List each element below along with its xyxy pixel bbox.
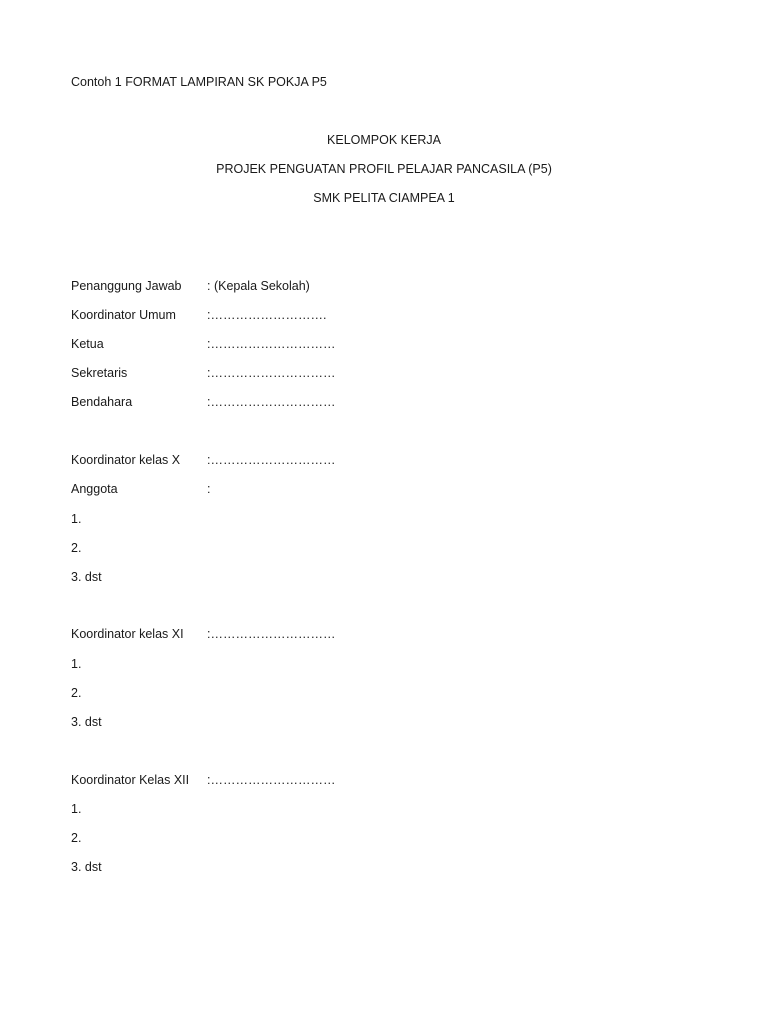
list-item: 1. xyxy=(71,512,82,526)
list-item: 2. xyxy=(71,541,82,555)
row-label: Koordinator kelas X xyxy=(71,453,181,467)
list-item: 3. dst xyxy=(71,860,102,874)
title-line-2: PROJEK PENGUATAN PROFIL PELAJAR PANCASILA (P5) xyxy=(216,162,552,176)
row-value: :………………………. xyxy=(207,308,327,322)
row-label: Koordinator Umum xyxy=(71,308,176,322)
list-item: 3. dst xyxy=(71,715,102,729)
title-line-1: KELOMPOK KERJA xyxy=(327,133,441,147)
document-heading: Contoh 1 FORMAT LAMPIRAN SK POKJA P5 xyxy=(71,75,327,89)
row-label: Bendahara xyxy=(71,395,133,409)
list-item: 2. xyxy=(71,686,82,700)
row-value: :………………………… xyxy=(207,773,336,787)
row-value: :………………………… xyxy=(207,627,336,641)
row-label: Anggota xyxy=(71,482,118,496)
list-item: 3. dst xyxy=(71,570,102,584)
row-label: Sekretaris xyxy=(71,366,128,380)
row-value: : (Kepala Sekolah) xyxy=(207,279,310,293)
row-label: Koordinator kelas XI xyxy=(71,627,184,641)
row-label: Ketua xyxy=(71,337,104,351)
row-label: Koordinator Kelas XII xyxy=(71,773,190,787)
row-value: : xyxy=(207,482,211,496)
list-item: 1. xyxy=(71,802,82,816)
row-label: Penanggung Jawab xyxy=(71,279,182,293)
row-value: :………………………… xyxy=(207,395,336,409)
row-value: :………………………… xyxy=(207,453,336,467)
title-line-3: SMK PELITA CIAMPEA 1 xyxy=(313,191,455,205)
list-item: 2. xyxy=(71,831,82,845)
row-value: :………………………… xyxy=(207,337,336,351)
list-item: 1. xyxy=(71,657,82,671)
row-value: :………………………… xyxy=(207,366,336,380)
